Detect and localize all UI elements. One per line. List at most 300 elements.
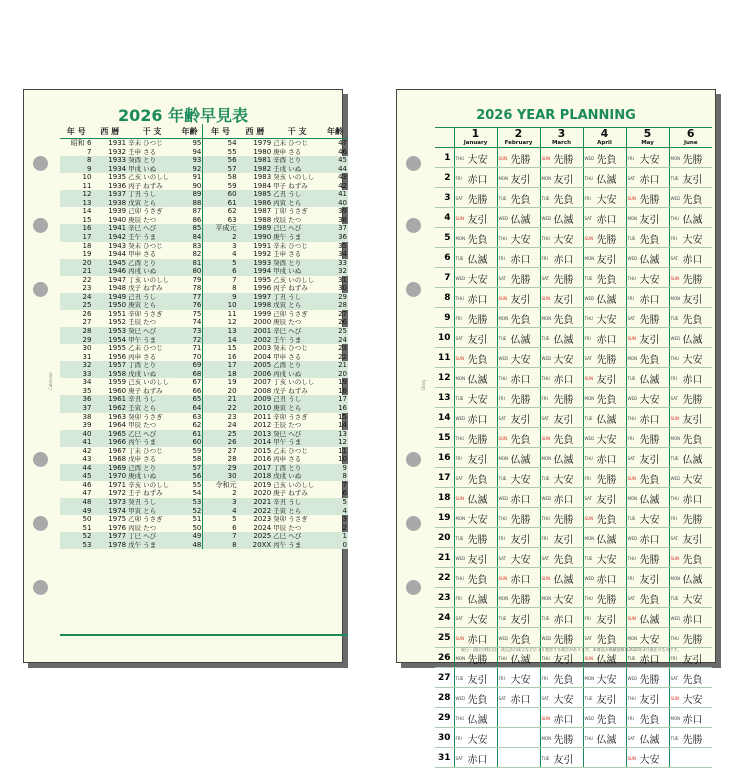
table-cell: 1938 <box>92 199 127 208</box>
table-cell: 2 <box>342 523 347 532</box>
rokuyo-label: 友引 <box>682 295 703 306</box>
day-cell <box>626 588 669 608</box>
rokuyo-label: 赤口 <box>682 375 703 386</box>
weekday-label: FRI <box>584 476 591 481</box>
table-cell: 2025 <box>238 532 273 541</box>
table-cell: 1972 <box>108 489 127 498</box>
table-cell: 癸卯 うさぎ <box>128 412 163 421</box>
rokuyo-label: 大安 <box>596 195 617 206</box>
rokuyo-label: 友引 <box>639 335 660 346</box>
corner-cell <box>435 128 454 148</box>
day-row <box>435 728 712 748</box>
table-cell: 65 <box>177 395 203 404</box>
page-title: 2026 年齢早見表 <box>117 106 249 125</box>
table-cell: 1976 <box>108 523 127 532</box>
day-cell <box>669 188 712 208</box>
month-header <box>435 128 712 148</box>
day-cell <box>669 228 712 248</box>
table-cell: 甲戌 いぬ <box>127 165 177 174</box>
weekday-label: FRI <box>498 536 505 541</box>
day-cell <box>583 468 626 488</box>
table-cell: 20 <box>322 370 348 379</box>
day-cell <box>669 488 712 508</box>
table-cell: 1978 <box>92 541 127 550</box>
day-cell <box>669 508 712 528</box>
month-header-march <box>540 128 583 148</box>
table-cell: 2014 <box>238 438 273 447</box>
rokuyo-label: 大安 <box>639 155 660 166</box>
month-number: 5 <box>643 127 652 140</box>
table-cell: 己未 ひつじ <box>273 139 308 147</box>
rokuyo-label: 赤口 <box>639 415 660 426</box>
table-cell: 37 <box>322 224 348 233</box>
table-cell: 29 <box>203 464 238 473</box>
day-cell <box>583 568 626 588</box>
weekday-label: MON <box>670 296 681 301</box>
day-row <box>435 408 712 428</box>
table-cell: 壬午 うま <box>272 336 322 345</box>
weekday-label: MON <box>670 436 681 441</box>
table-cell: 91 <box>192 173 202 182</box>
table-cell: 61 <box>177 430 203 439</box>
day-cell <box>669 368 712 388</box>
weekday-label: TUE <box>455 536 464 541</box>
day-cell <box>583 348 626 368</box>
day-cell <box>540 468 583 488</box>
table-cell: 丙申 さる <box>128 352 157 361</box>
table-cell: 1952 <box>108 318 127 327</box>
day-number: 14 <box>435 408 454 428</box>
day-cell <box>669 348 712 368</box>
table-cell: 辛卯 うさぎ <box>128 309 163 318</box>
weekday-label: SUN <box>627 196 636 201</box>
day-cell <box>454 488 497 508</box>
day-cell <box>583 668 626 688</box>
table-cell: 2006 <box>238 370 273 379</box>
weekday-label: THU <box>670 496 679 501</box>
day-cell <box>454 168 497 188</box>
day-cell <box>540 388 583 408</box>
table-cell: 42 <box>82 446 92 455</box>
day-cell <box>540 548 583 568</box>
table-cell: 丙子 ねずみ <box>128 181 163 190</box>
rokuyo-label: 友引 <box>639 455 660 466</box>
day-number: 10 <box>435 328 454 348</box>
table-cell: 2004 <box>253 352 272 361</box>
binder-hole <box>406 156 421 171</box>
weekday-label: MON <box>627 356 638 361</box>
day-number: 11 <box>435 348 454 368</box>
table-cell: 丙寅 とら <box>272 199 322 208</box>
table-cell: 23 <box>203 413 238 422</box>
table-cell: 18 <box>82 241 92 250</box>
day-cell <box>669 288 712 308</box>
table-cell: 61 <box>203 199 238 208</box>
weekday-label: MON <box>455 656 466 661</box>
rokuyo-label: 赤口 <box>467 635 488 646</box>
table-cell: 35 <box>338 241 347 250</box>
day-cell <box>626 428 669 448</box>
day-cell <box>626 188 669 208</box>
table-cell: 2023 <box>253 515 272 524</box>
table-cell: 1951 <box>108 309 127 318</box>
table-cell: 乙巳 へび <box>127 430 177 439</box>
weekday-label: MON <box>455 376 466 381</box>
weekday-label: SAT <box>455 476 463 481</box>
table-cell: 47 <box>338 139 347 147</box>
table-cell: 50 <box>192 523 202 532</box>
rokuyo-label: 友引 <box>467 555 488 566</box>
table-cell: 93 <box>177 156 203 165</box>
table-cell: 30 <box>82 344 92 353</box>
table-cell: 92 <box>177 165 203 174</box>
weekday-label: SUN <box>498 296 507 301</box>
table-cell: 70 <box>192 352 202 361</box>
rokuyo-label: 大安 <box>682 475 703 486</box>
day-cell <box>454 228 497 248</box>
day-number: 30 <box>435 728 454 748</box>
table-cell: 20XX <box>238 541 273 550</box>
table-row <box>60 507 348 516</box>
weekday-label: SAT <box>670 256 678 261</box>
rokuyo-label: 友引 <box>553 535 574 546</box>
table-cell: 14 <box>338 421 347 430</box>
table-row <box>60 395 348 404</box>
weekday-label: MON <box>455 516 466 521</box>
rokuyo-label: 赤口 <box>682 715 703 726</box>
day-number: 7 <box>435 268 454 288</box>
table-cell: 8 <box>60 156 92 165</box>
weekday-label: THU <box>541 656 550 661</box>
day-cell <box>669 428 712 448</box>
rokuyo-label: 友引 <box>596 375 617 386</box>
day-cell <box>497 208 540 228</box>
table-cell: 54 <box>192 489 202 498</box>
weekday-label: WED <box>455 696 466 701</box>
table-cell: 31 <box>82 352 92 361</box>
day-cell <box>454 268 497 288</box>
table-cell: 53 <box>177 498 203 507</box>
day-cell <box>583 248 626 268</box>
table-cell: 乙亥 いのしし <box>273 275 315 284</box>
table-cell: 17 <box>203 361 238 370</box>
day-cell <box>583 628 626 648</box>
weekday-label: TUE <box>498 336 507 341</box>
rokuyo-label: 先勝 <box>596 475 617 486</box>
rokuyo-label: 先負 <box>639 475 660 486</box>
weekday-label: WED <box>584 436 595 441</box>
table-cell: 83 <box>192 241 202 250</box>
day-row <box>435 588 712 608</box>
table-cell: 12 <box>60 190 92 199</box>
table-cell: 28 <box>322 301 348 310</box>
day-cell <box>626 248 669 268</box>
binder-hole <box>406 452 421 467</box>
table-cell: 1989 <box>238 224 273 233</box>
table-cell: 34 <box>82 378 92 387</box>
weekday-label: WED <box>541 496 552 501</box>
weekday-label: WED <box>627 256 638 261</box>
weekday-label: SUN <box>455 356 464 361</box>
table-cell: 4 <box>203 507 238 516</box>
day-cell <box>454 748 497 768</box>
rokuyo-label: 先勝 <box>467 655 488 666</box>
rokuyo-label: 仏滅 <box>510 335 531 346</box>
table-cell: 1997 <box>238 293 273 302</box>
table-cell: 丙午 うま <box>127 438 177 447</box>
day-cell <box>454 588 497 608</box>
table-row <box>60 541 348 550</box>
day-cell <box>454 348 497 368</box>
rokuyo-label: 仏滅 <box>467 255 488 266</box>
table-cell: 80 <box>177 267 203 276</box>
table-cell: 己卯 うさぎ <box>273 309 308 318</box>
rokuyo-label: 先負 <box>682 675 703 686</box>
day-row <box>435 228 712 248</box>
day-cell <box>540 168 583 188</box>
table-cell: 丁丑 うし <box>272 293 322 302</box>
table-cell: 18 <box>203 370 238 379</box>
weekday-label: SAT <box>541 556 549 561</box>
rokuyo-label: 先負 <box>467 475 488 486</box>
rokuyo-label: 赤口 <box>596 575 617 586</box>
day-cell <box>626 608 669 628</box>
weekday-label: TUE <box>584 416 593 421</box>
table-cell: 28 <box>203 455 238 464</box>
day-cell <box>454 148 497 168</box>
rokuyo-label: 友引 <box>596 695 617 706</box>
table-cell: 13 <box>322 430 348 439</box>
weekday-label: SUN <box>584 656 593 661</box>
day-number: 1 <box>435 148 454 168</box>
table-cell: 21 <box>322 361 348 370</box>
weekday-label: TUE <box>455 396 464 401</box>
table-cell: 60 <box>203 190 238 199</box>
rokuyo-label: 先勝 <box>467 195 488 206</box>
weekday-label: MON <box>627 216 638 221</box>
rokuyo-label: 仏滅 <box>553 335 574 346</box>
day-cell <box>626 668 669 688</box>
day-cell <box>497 508 540 528</box>
table-cell: 1957 <box>92 361 127 370</box>
rokuyo-label: 仏滅 <box>639 735 660 746</box>
rokuyo-label: 友引 <box>682 655 703 666</box>
table-cell: 癸未 ひつじ <box>128 241 163 250</box>
rokuyo-label: 大安 <box>553 355 574 366</box>
weekday-label: WED <box>541 636 552 641</box>
rokuyo-label: 大安 <box>467 155 488 166</box>
rokuyo-label: 先負 <box>639 595 660 606</box>
table-cell: 1985 <box>238 190 273 199</box>
day-cell <box>626 708 669 728</box>
year-planning-sheet <box>396 89 716 766</box>
table-cell: 2009 <box>238 395 273 404</box>
weekday-label: THU <box>455 716 464 721</box>
day-cell <box>497 688 540 708</box>
table-cell: 29 <box>322 293 348 302</box>
table-cell: 甲辰 たつ <box>273 523 302 532</box>
day-cell <box>626 448 669 468</box>
table-cell: 46 <box>82 480 92 489</box>
rokuyo-label: 先負 <box>553 675 574 686</box>
weekday-label: FRI <box>541 536 548 541</box>
day-cell <box>626 528 669 548</box>
table-cell: 8 <box>203 284 238 293</box>
table-cell: 戊戌 いぬ <box>272 472 322 481</box>
weekday-label: FRI <box>455 316 462 321</box>
day-cell <box>497 188 540 208</box>
table-cell: 26 <box>82 309 92 318</box>
table-cell: 22 <box>203 404 238 413</box>
day-cell <box>669 248 712 268</box>
edge-label: Calendar <box>48 372 53 390</box>
weekday-label: FRI <box>541 396 548 401</box>
day-cell <box>626 268 669 288</box>
table-row <box>60 344 348 353</box>
rokuyo-label: 大安 <box>510 355 531 366</box>
rokuyo-label: 赤口 <box>596 455 617 466</box>
table-cell: 1977 <box>92 532 127 541</box>
month-number: 6 <box>686 127 695 140</box>
rokuyo-label: 仏滅 <box>510 655 531 666</box>
table-cell: 1987 <box>253 207 272 216</box>
weekday-label: SUN <box>455 636 464 641</box>
weekday-label: FRI <box>627 576 634 581</box>
table-cell: 39 <box>338 207 347 216</box>
weekday-label: FRI <box>541 676 548 681</box>
day-cell <box>454 188 497 208</box>
weekday-label: FRI <box>584 336 591 341</box>
table-cell: 癸亥 いのしし <box>273 173 315 182</box>
table-row <box>60 438 348 447</box>
rokuyo-label: 赤口 <box>596 215 617 226</box>
table-cell: 甲戌 いぬ <box>272 267 322 276</box>
day-cell <box>454 428 497 448</box>
rokuyo-label: 先勝 <box>510 155 531 166</box>
day-row <box>435 708 712 728</box>
day-row <box>435 568 712 588</box>
weekday-label: FRI <box>498 256 505 261</box>
rokuyo-label: 大安 <box>467 735 488 746</box>
table-cell: 1955 <box>108 344 127 353</box>
day-row <box>435 248 712 268</box>
rokuyo-label: 仏滅 <box>596 415 617 426</box>
weekday-label: SAT <box>584 356 592 361</box>
day-cell <box>497 348 540 368</box>
weekday-label: TUE <box>670 176 679 181</box>
table-cell: 1996 <box>253 284 272 293</box>
day-cell <box>669 728 712 748</box>
table-cell: 乙酉 とり <box>127 259 177 268</box>
table-cell: 1969 <box>92 464 127 473</box>
day-cell <box>540 508 583 528</box>
table-cell: 14 <box>203 336 238 345</box>
table-row <box>60 455 348 464</box>
table-cell: 35 <box>82 386 92 395</box>
table-row <box>60 464 348 473</box>
day-cell <box>497 568 540 588</box>
table-cell: 1994 <box>238 267 273 276</box>
rokuyo-label: 赤口 <box>467 415 488 426</box>
table-cell: 9 <box>203 293 238 302</box>
weekday-label: THU <box>455 156 464 161</box>
weekday-label: FRI <box>627 296 634 301</box>
rokuyo-label: 赤口 <box>639 175 660 186</box>
day-cell <box>583 168 626 188</box>
table-cell: 16 <box>60 224 92 233</box>
day-cell <box>540 568 583 588</box>
day-cell <box>540 688 583 708</box>
weekday-label: TUE <box>498 476 507 481</box>
weekday-label: TUE <box>498 196 507 201</box>
rokuyo-label: 友引 <box>553 175 574 186</box>
day-number: 22 <box>435 568 454 588</box>
table-cell: 9 <box>60 165 92 174</box>
table-cell: 1945 <box>92 259 127 268</box>
rokuyo-label: 先勝 <box>467 435 488 446</box>
table-cell: 平成元 <box>203 224 238 233</box>
weekday-label: MON <box>670 156 681 161</box>
month-name: May <box>641 140 654 146</box>
day-cell <box>540 408 583 428</box>
weekday-label: MON <box>541 316 552 321</box>
rokuyo-label: 先負 <box>467 355 488 366</box>
day-cell <box>497 168 540 188</box>
day-row <box>435 488 712 508</box>
rokuyo-label: 先負 <box>639 715 660 726</box>
rokuyo-label: 先負 <box>639 355 660 366</box>
rokuyo-label: 仏滅 <box>467 495 488 506</box>
rokuyo-label: 友引 <box>467 675 488 686</box>
day-number: 26 <box>435 648 454 668</box>
table-cell: 55 <box>192 480 202 489</box>
day-cell <box>669 408 712 428</box>
table-cell: 1953 <box>92 327 127 336</box>
table-row <box>60 310 348 319</box>
table-cell: 2010 <box>238 404 273 413</box>
day-number: 24 <box>435 608 454 628</box>
day-cell <box>497 428 540 448</box>
table-row <box>60 190 348 199</box>
table-cell: 5 <box>203 259 238 268</box>
weekday-label: MON <box>455 236 466 241</box>
table-cell: 1984 <box>253 181 272 190</box>
rokuyo-label: 先負 <box>596 395 617 406</box>
weekday-label: SUN <box>627 616 636 621</box>
weekday-label: WED <box>584 716 595 721</box>
day-cell <box>454 288 497 308</box>
table-cell: 戊子 ねずみ <box>128 284 163 293</box>
rokuyo-label: 先勝 <box>639 315 660 326</box>
table-cell: 2002 <box>238 336 273 345</box>
table-cell: 1941 <box>92 224 127 233</box>
table-cell: 丙辰 たつ <box>128 523 157 532</box>
rokuyo-label: 先勝 <box>510 515 531 526</box>
rokuyo-label: 仏滅 <box>639 255 660 266</box>
day-cell <box>497 368 540 388</box>
table-cell: 1939 <box>108 207 127 216</box>
day-cell <box>497 708 540 728</box>
day-cell <box>583 688 626 708</box>
month-header-may <box>626 128 669 148</box>
table-cell: 44 <box>322 165 348 174</box>
rokuyo-label: 先勝 <box>682 395 703 406</box>
rokuyo-label: 友引 <box>467 215 488 226</box>
rokuyo-label: 先勝 <box>682 515 703 526</box>
weekday-label: MON <box>498 596 509 601</box>
table-cell: 63 <box>192 412 202 421</box>
table-row <box>60 207 348 216</box>
